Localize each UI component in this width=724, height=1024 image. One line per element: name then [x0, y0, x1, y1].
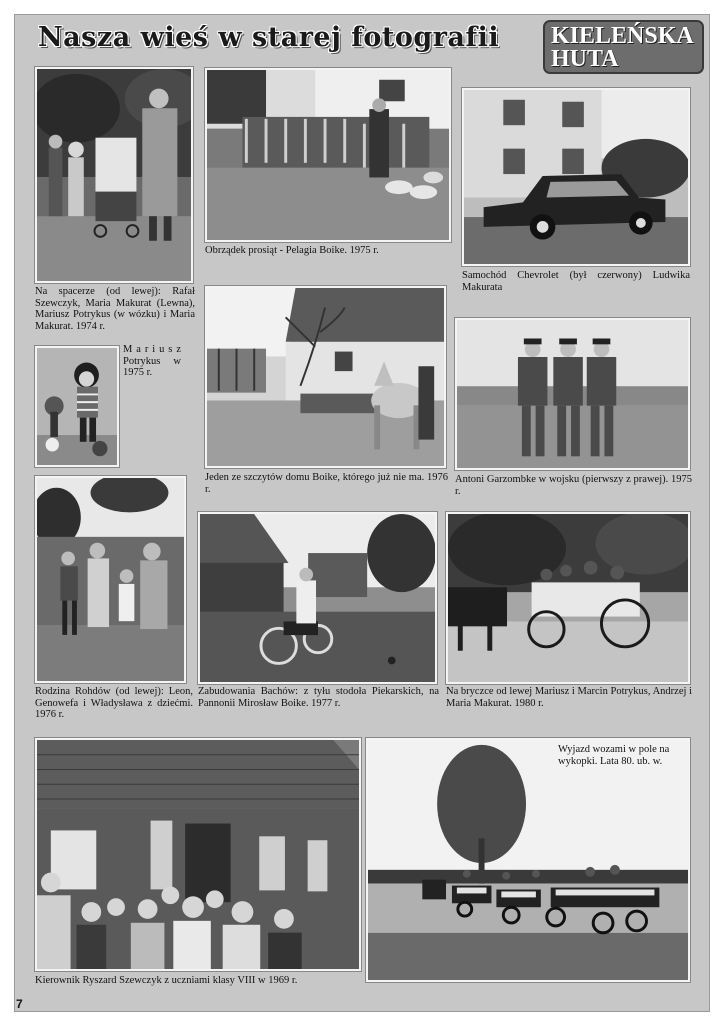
photo-bachow [198, 512, 437, 684]
page-title: Nasza wieś w starej fotografii [38, 22, 500, 53]
photo-mariusz [35, 346, 119, 467]
photo-bryczka [446, 512, 690, 684]
photo-szczyt [205, 286, 446, 468]
caption-mariusz: M a r i u s z Potrykus w 1975 r. [123, 344, 181, 378]
photo-obrzadek [205, 68, 451, 242]
caption-spacer: Na spacerze (od lewej): Rafał Szewczyk, Maria Makurat (Lewna), Mariusz Potrykus (w wózku) i Maria Makurat. 1974 r. [35, 286, 195, 332]
caption-wojsko: Antoni Garzombke w wojsku (pierwszy z prawej). 1975 r. [455, 474, 692, 497]
photo-rohdow [35, 476, 186, 683]
caption-chevrolet: Samochód Chevrolet (był czerwony) Ludwika Makurata [462, 270, 690, 293]
badge-line-2: HUTA [551, 46, 619, 72]
caption-obrzadek: Obrządek prosiąt - Pelagia Boike. 1975 r. [205, 245, 379, 256]
caption-bachow: Zabudowania Bachów: z tyłu stodoła Piekarskich, na Pannonii Mirosław Boike. 1977 r. [198, 686, 439, 709]
photo-kierownik [35, 738, 361, 971]
village-badge [543, 20, 704, 74]
page-number: 7 [16, 997, 23, 1011]
photo-spacer [35, 67, 193, 283]
caption-bryczka: Na bryczce od lewej Mariusz i Marcin Potrykus, Andrzej i Maria Makurat. 1980 r. [446, 686, 692, 709]
caption-szczyt: Jeden ze szczytów domu Boike, którego już nie ma. 1976 r. [205, 472, 448, 495]
photo-chevrolet [462, 88, 690, 266]
caption-kierownik: Kierownik Ryszard Szewczyk z uczniami klasy VIII w 1969 r. [35, 975, 298, 986]
badge-line-1: KIELEŃSKA [551, 23, 694, 49]
caption-rohdow: Rodzina Rohdów (od lewej): Leon, Genowefa i Władysława z dziećmi. 1976 r. [35, 686, 193, 720]
caption-wozami: Wyjazd wozami w pole na wykopki. Lata 80. ub. w. [558, 744, 670, 767]
photo-wojsko [455, 318, 690, 470]
photo-wozami [366, 738, 690, 982]
